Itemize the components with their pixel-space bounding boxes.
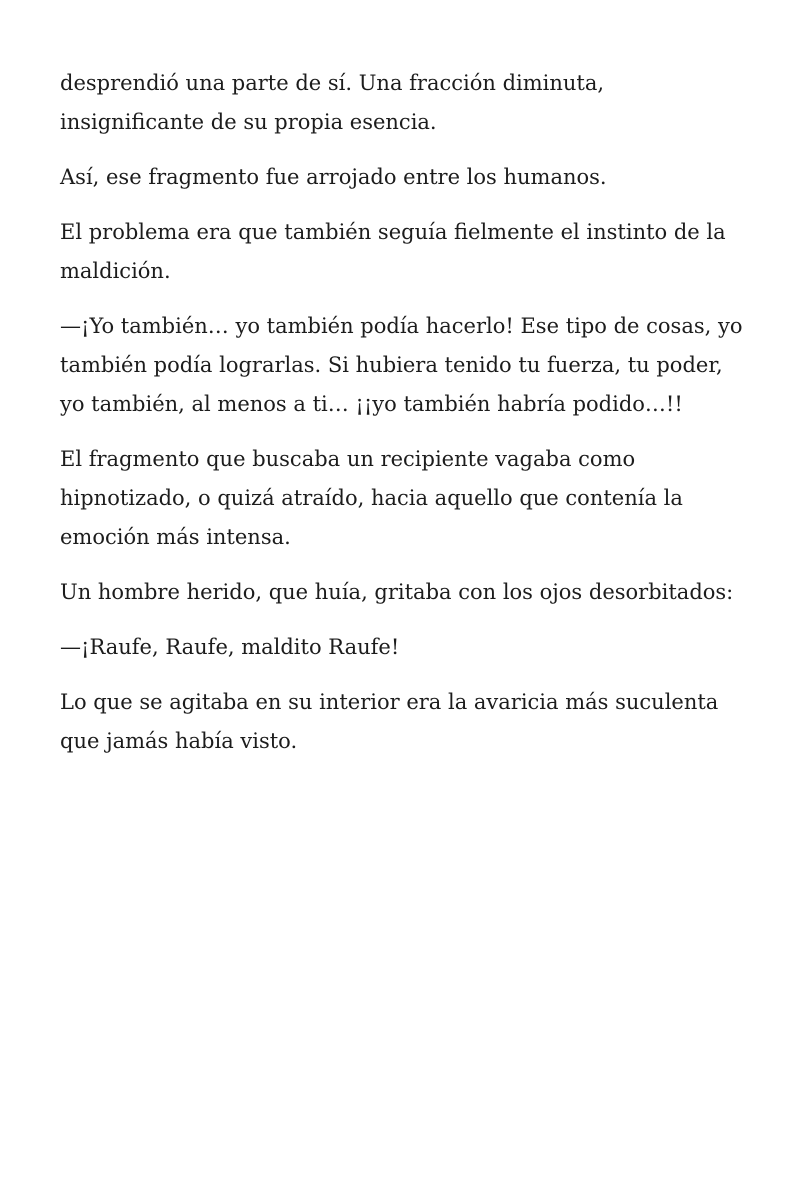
paragraph: El problema era que también seguía fielmente el instinto de la maldición. — [60, 220, 726, 283]
paragraph: Un hombre herido, que huía, gritaba con los ojos desorbitados: — [60, 580, 734, 604]
page-body — [60, 64, 750, 777]
dialogue-paragraph: —¡Raufe, Raufe, maldito Raufe! — [60, 635, 400, 659]
paragraph: El fragmento que buscaba un recipiente vagaba como hipnotizado, o quizá atraído, hacia aquello que contenía la emoción más intensa. — [60, 447, 683, 549]
paragraph: Así, ese fragmento fue arrojado entre los humanos. — [60, 165, 607, 189]
paragraph: Lo que se agitaba en su interior era la avaricia más suculenta que jamás había visto. — [60, 690, 719, 753]
paragraph: desprendió una parte de sí. Una fracción diminuta, insignificante de su propia esencia. — [60, 71, 605, 134]
dialogue-paragraph: —¡Yo también… yo también podía hacerlo! Ese tipo de cosas, yo también podía lograrlas. Si hubiera tenido tu fuerza, tu poder, yo también, al menos a ti… ¡¡yo también habría podido…!! — [60, 314, 743, 416]
